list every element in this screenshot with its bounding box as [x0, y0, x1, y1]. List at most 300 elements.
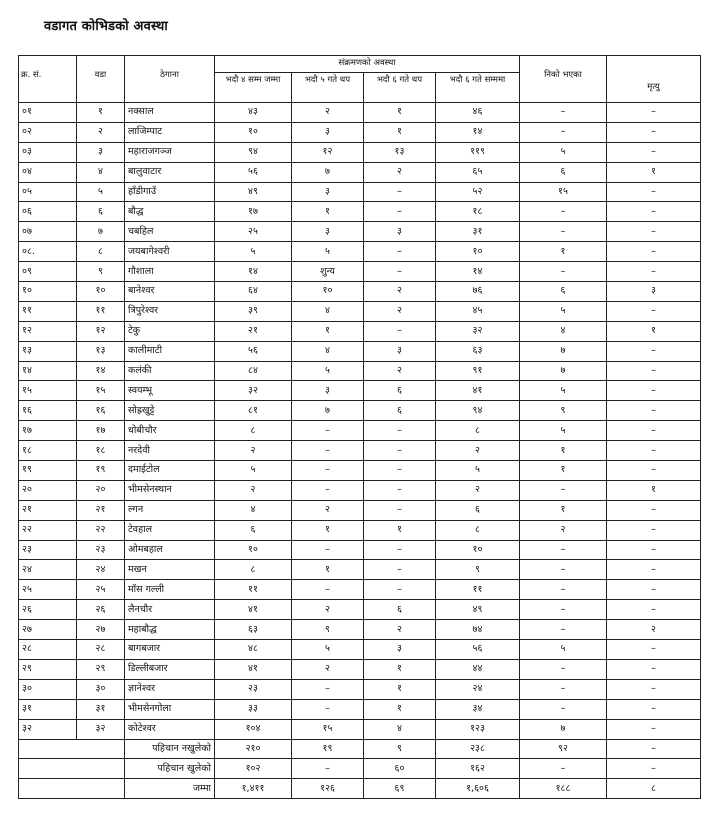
cell-place: लाजिम्पाट — [125, 122, 215, 142]
table-row — [19, 699, 701, 719]
cell-bhadau-6-cumulative: ७४ — [436, 620, 520, 640]
cell-place: महाराजगञ्ज — [125, 142, 215, 162]
cell-death: १ — [607, 480, 701, 500]
cell-sn: ०१ — [19, 103, 77, 123]
header-recovered: निको भएका — [520, 56, 607, 103]
cell-bhadau-6-cumulative: ४९ — [436, 600, 520, 620]
table-row — [19, 242, 701, 262]
cell-bhadau-6-cumulative: ७६ — [436, 282, 520, 302]
cell-recovered: – — [520, 103, 607, 123]
cell-bhadau-6-cumulative: १० — [436, 540, 520, 560]
cell-bhadau-5-added: ७ — [292, 162, 364, 182]
cell-ward: ७ — [77, 222, 125, 242]
cell-bhadau-4-total: ४ — [215, 500, 292, 520]
cell-place: ल्गन — [125, 500, 215, 520]
summary-unidentified-row — [19, 739, 701, 759]
cell-sn: १९ — [19, 461, 77, 481]
cell-bhadau-6-added: – — [364, 540, 436, 560]
cell-ward: १५ — [77, 381, 125, 401]
cell-bhadau-4-total: ११ — [215, 580, 292, 600]
cell-death: – — [607, 580, 701, 600]
cell-bhadau-6-cumulative: ३१ — [436, 222, 520, 242]
cell-ward: २६ — [77, 600, 125, 620]
cell-recovered: १५ — [520, 182, 607, 202]
cell-death: – — [607, 361, 701, 381]
summary-label: पहिचान खुलेको — [125, 759, 215, 779]
cell-ward: १० — [77, 282, 125, 302]
cell-bhadau-6-cumulative: ९४ — [436, 401, 520, 421]
cell-bhadau-6-cumulative: ३२ — [436, 321, 520, 341]
summary-blank-cell — [19, 759, 125, 779]
cell-bhadau-5-added: – — [292, 699, 364, 719]
cell-place: त्रिपुरेश्वर — [125, 301, 215, 321]
cell-bhadau-5-added: ९ — [292, 620, 364, 640]
cell-sn: १५ — [19, 381, 77, 401]
cell-recovered: ५ — [520, 640, 607, 660]
cell-ward: २७ — [77, 620, 125, 640]
cell-bhadau-6-added: १ — [364, 520, 436, 540]
cell-death: ८ — [607, 779, 701, 799]
table-row — [19, 520, 701, 540]
cell-bhadau-4-total: १०२ — [215, 759, 292, 779]
cell-recovered: – — [520, 540, 607, 560]
cell-sn: ३० — [19, 679, 77, 699]
cell-bhadau-4-total: ९४ — [215, 142, 292, 162]
cell-bhadau-5-added: ४ — [292, 341, 364, 361]
cell-sn: ०७ — [19, 222, 77, 242]
cell-bhadau-5-added: – — [292, 679, 364, 699]
cell-bhadau-5-added: १ — [292, 560, 364, 580]
cell-ward: ३१ — [77, 699, 125, 719]
cell-recovered: १८८ — [520, 779, 607, 799]
cell-death: – — [607, 202, 701, 222]
table-row — [19, 341, 701, 361]
cell-bhadau-6-added: २ — [364, 301, 436, 321]
table-row — [19, 620, 701, 640]
cell-bhadau-6-added: – — [364, 480, 436, 500]
table-row — [19, 540, 701, 560]
cell-sn: १७ — [19, 421, 77, 441]
cell-ward: २५ — [77, 580, 125, 600]
cell-bhadau-6-cumulative: ५२ — [436, 182, 520, 202]
cell-bhadau-5-added: १ — [292, 520, 364, 540]
cell-death: – — [607, 540, 701, 560]
cell-sn: २१ — [19, 500, 77, 520]
table-body — [19, 103, 701, 740]
cell-bhadau-5-added: १९ — [292, 739, 364, 759]
cell-recovered: १ — [520, 461, 607, 481]
table-row — [19, 301, 701, 321]
table-row — [19, 282, 701, 302]
cell-bhadau-4-total: ४३ — [215, 103, 292, 123]
cell-ward: २४ — [77, 560, 125, 580]
table-row — [19, 401, 701, 421]
cell-bhadau-6-cumulative: १२३ — [436, 719, 520, 739]
summary-identified-row — [19, 759, 701, 779]
cell-ward: २ — [77, 122, 125, 142]
cell-recovered: – — [520, 620, 607, 640]
cell-ward: १४ — [77, 361, 125, 381]
summary-label: पहिचान नखुलेको — [125, 739, 215, 759]
cell-bhadau-6-added: – — [364, 500, 436, 520]
cell-ward: ३२ — [77, 719, 125, 739]
cell-bhadau-5-added: – — [292, 480, 364, 500]
cell-death: – — [607, 520, 701, 540]
cell-bhadau-4-total: ४९ — [215, 182, 292, 202]
table-row — [19, 719, 701, 739]
cell-bhadau-4-total: ३९ — [215, 301, 292, 321]
header-ward: वडा — [77, 56, 125, 103]
cell-ward: १८ — [77, 441, 125, 461]
table-row — [19, 679, 701, 699]
cell-bhadau-5-added: १२६ — [292, 779, 364, 799]
cell-bhadau-6-added: – — [364, 441, 436, 461]
table-row — [19, 361, 701, 381]
cell-sn: २५ — [19, 580, 77, 600]
cell-recovered: – — [520, 759, 607, 779]
cell-bhadau-6-cumulative: १६२ — [436, 759, 520, 779]
cell-bhadau-5-added: १२ — [292, 142, 364, 162]
cell-death: – — [607, 441, 701, 461]
cell-death: – — [607, 461, 701, 481]
cell-recovered: – — [520, 659, 607, 679]
cell-bhadau-4-total: ५६ — [215, 341, 292, 361]
cell-recovered: ७ — [520, 719, 607, 739]
cell-recovered: – — [520, 580, 607, 600]
cell-bhadau-5-added: ३ — [292, 222, 364, 242]
cell-sn: २८ — [19, 640, 77, 660]
cell-bhadau-6-added: ६ — [364, 600, 436, 620]
cell-bhadau-6-cumulative: ४६ — [436, 103, 520, 123]
cell-bhadau-4-total: २ — [215, 441, 292, 461]
cell-death: – — [607, 401, 701, 421]
cell-bhadau-6-cumulative: ८ — [436, 421, 520, 441]
cell-bhadau-6-added: ६ — [364, 381, 436, 401]
cell-recovered: ५ — [520, 301, 607, 321]
cell-bhadau-6-added: ३ — [364, 640, 436, 660]
cell-bhadau-6-cumulative: ४४ — [436, 659, 520, 679]
cell-bhadau-6-cumulative: १८ — [436, 202, 520, 222]
cell-bhadau-4-total: ५६ — [215, 162, 292, 182]
cell-place: जयबागेश्वरी — [125, 242, 215, 262]
cell-bhadau-6-cumulative: २४ — [436, 679, 520, 699]
header-bhadau-4-total: भदौ ४ सम्म जम्मा — [215, 73, 292, 103]
cell-place: गौशाला — [125, 262, 215, 282]
cell-place: दमाईटोल — [125, 461, 215, 481]
table-row — [19, 421, 701, 441]
document-title: वडागत कोभिडको अवस्था — [44, 19, 168, 34]
cell-sn: ०९ — [19, 262, 77, 282]
cell-bhadau-6-cumulative: ५ — [436, 461, 520, 481]
cell-death: – — [607, 421, 701, 441]
cell-bhadau-5-added: २ — [292, 103, 364, 123]
cell-recovered: ६ — [520, 282, 607, 302]
cell-death: – — [607, 600, 701, 620]
cell-sn: २२ — [19, 520, 77, 540]
cell-bhadau-4-total: ४८ — [215, 640, 292, 660]
cell-death: – — [607, 500, 701, 520]
cell-bhadau-6-added: ६९ — [364, 779, 436, 799]
cell-bhadau-5-added: ७ — [292, 401, 364, 421]
cell-sn: ०८. — [19, 242, 77, 262]
cell-recovered: ४ — [520, 321, 607, 341]
cell-bhadau-5-added: – — [292, 441, 364, 461]
cell-ward: १३ — [77, 341, 125, 361]
cell-sn: २० — [19, 480, 77, 500]
cell-sn: ०३ — [19, 142, 77, 162]
cell-bhadau-4-total: १० — [215, 122, 292, 142]
cell-place: मखन — [125, 560, 215, 580]
cell-bhadau-4-total: ३३ — [215, 699, 292, 719]
cell-bhadau-4-total: २ — [215, 480, 292, 500]
cell-ward: २२ — [77, 520, 125, 540]
cell-place: नरदेवी — [125, 441, 215, 461]
cell-recovered: ५ — [520, 421, 607, 441]
cell-sn: ३२ — [19, 719, 77, 739]
cell-recovered: – — [520, 679, 607, 699]
header-death: मृत्यु — [607, 56, 701, 103]
cell-sn: १६ — [19, 401, 77, 421]
cell-bhadau-6-added: १ — [364, 122, 436, 142]
cell-ward: ३ — [77, 142, 125, 162]
cell-bhadau-5-added: १ — [292, 202, 364, 222]
cell-bhadau-6-cumulative: ५६ — [436, 640, 520, 660]
cell-ward: २३ — [77, 540, 125, 560]
cell-bhadau-6-cumulative: ११९ — [436, 142, 520, 162]
cell-place: मॉस गल्ली — [125, 580, 215, 600]
cell-bhadau-6-cumulative: २ — [436, 441, 520, 461]
cell-bhadau-4-total: ८४ — [215, 361, 292, 381]
cell-ward: १६ — [77, 401, 125, 421]
cell-bhadau-4-total: १० — [215, 540, 292, 560]
cell-recovered: ९२ — [520, 739, 607, 759]
cell-bhadau-5-added: ५ — [292, 361, 364, 381]
cell-sn: ०५ — [19, 182, 77, 202]
table-row — [19, 182, 701, 202]
cell-bhadau-4-total: २१ — [215, 321, 292, 341]
cell-death: – — [607, 739, 701, 759]
cell-bhadau-6-added: ९ — [364, 739, 436, 759]
cell-death: – — [607, 699, 701, 719]
cell-bhadau-4-total: ४१ — [215, 659, 292, 679]
ward-covid-table — [18, 55, 701, 799]
cell-ward: २८ — [77, 640, 125, 660]
cell-bhadau-5-added: – — [292, 759, 364, 779]
cell-bhadau-4-total: ३२ — [215, 381, 292, 401]
summary-blank-cell — [19, 739, 125, 759]
cell-sn: ०२ — [19, 122, 77, 142]
table-row — [19, 381, 701, 401]
cell-sn: १० — [19, 282, 77, 302]
cell-sn: १३ — [19, 341, 77, 361]
summary-label: जम्मा — [125, 779, 215, 799]
table-row — [19, 480, 701, 500]
cell-sn: २३ — [19, 540, 77, 560]
cell-bhadau-4-total: ८१ — [215, 401, 292, 421]
table-row — [19, 202, 701, 222]
cell-place: टेवहाल — [125, 520, 215, 540]
cell-ward: ४ — [77, 162, 125, 182]
table-row — [19, 262, 701, 282]
cell-place: ज्ञानेश्वर — [125, 679, 215, 699]
cell-bhadau-6-added: – — [364, 560, 436, 580]
cell-sn: १४ — [19, 361, 77, 381]
cell-ward: ९ — [77, 262, 125, 282]
table-summary — [19, 739, 701, 799]
cell-bhadau-6-added: ६० — [364, 759, 436, 779]
cell-bhadau-6-cumulative: ९ — [436, 560, 520, 580]
cell-place: धोबीचौर — [125, 421, 215, 441]
cell-bhadau-5-added: – — [292, 540, 364, 560]
cell-bhadau-4-total: ८ — [215, 560, 292, 580]
summary-blank-cell — [19, 779, 125, 799]
cell-bhadau-4-total: ६४ — [215, 282, 292, 302]
cell-bhadau-4-total: १,४११ — [215, 779, 292, 799]
cell-bhadau-6-added: ३ — [364, 341, 436, 361]
cell-death: ३ — [607, 282, 701, 302]
cell-ward: ३० — [77, 679, 125, 699]
cell-bhadau-5-added: – — [292, 461, 364, 481]
cell-recovered: ९ — [520, 401, 607, 421]
table-row — [19, 142, 701, 162]
cell-death: – — [607, 103, 701, 123]
table-row — [19, 222, 701, 242]
cell-bhadau-6-added: १ — [364, 103, 436, 123]
cell-death: – — [607, 659, 701, 679]
cell-bhadau-5-added: ४ — [292, 301, 364, 321]
cell-death: – — [607, 640, 701, 660]
cell-bhadau-5-added: २ — [292, 500, 364, 520]
cell-recovered: – — [520, 560, 607, 580]
cell-ward: ५ — [77, 182, 125, 202]
cell-place: बालुवाटार — [125, 162, 215, 182]
cell-death: – — [607, 262, 701, 282]
table-row — [19, 500, 701, 520]
header-bhadau-5-added: भदौ ५ गते थप — [292, 73, 364, 103]
cell-recovered: ६ — [520, 162, 607, 182]
cell-bhadau-6-cumulative: ६ — [436, 500, 520, 520]
cell-bhadau-6-added: – — [364, 461, 436, 481]
cell-bhadau-6-cumulative: ११ — [436, 580, 520, 600]
cell-place: कलंकी — [125, 361, 215, 381]
table-row — [19, 580, 701, 600]
cell-place: चबहिल — [125, 222, 215, 242]
header-sn: क्र. सं. — [19, 56, 77, 103]
cell-place: महाबौद्ध — [125, 620, 215, 640]
cell-recovered: १ — [520, 242, 607, 262]
cell-place: भीमसेनस्थान — [125, 480, 215, 500]
cell-ward: २१ — [77, 500, 125, 520]
cell-recovered: – — [520, 122, 607, 142]
table-row — [19, 659, 701, 679]
cell-place: बागबजार — [125, 640, 215, 660]
cell-place: कोटेश्वर — [125, 719, 215, 739]
header-infection-status: संक्रमणको अवस्था — [215, 56, 520, 73]
cell-bhadau-6-cumulative: ३४ — [436, 699, 520, 719]
cell-bhadau-6-cumulative: २ — [436, 480, 520, 500]
cell-death: – — [607, 122, 701, 142]
cell-bhadau-6-cumulative: ४१ — [436, 381, 520, 401]
cell-ward: २० — [77, 480, 125, 500]
cell-bhadau-4-total: ६३ — [215, 620, 292, 640]
cell-ward: १९ — [77, 461, 125, 481]
cell-bhadau-6-added: २ — [364, 282, 436, 302]
cell-place: हाँडीगाउँ — [125, 182, 215, 202]
cell-bhadau-5-added: ५ — [292, 640, 364, 660]
cell-bhadau-6-added: – — [364, 242, 436, 262]
cell-bhadau-6-cumulative: ६३ — [436, 341, 520, 361]
cell-place: नक्साल — [125, 103, 215, 123]
table-row — [19, 441, 701, 461]
cell-bhadau-6-added: १ — [364, 659, 436, 679]
cell-bhadau-5-added: ५ — [292, 242, 364, 262]
cell-bhadau-5-added: ३ — [292, 122, 364, 142]
cell-bhadau-5-added: १ — [292, 321, 364, 341]
cell-bhadau-6-cumulative: ६५ — [436, 162, 520, 182]
table-row — [19, 103, 701, 123]
cell-ward: १२ — [77, 321, 125, 341]
cell-recovered: २ — [520, 520, 607, 540]
cell-bhadau-5-added: १० — [292, 282, 364, 302]
cell-place: लैनचौर — [125, 600, 215, 620]
cell-death: २ — [607, 620, 701, 640]
cell-place: स्वयम्भू — [125, 381, 215, 401]
cell-death: १ — [607, 162, 701, 182]
cell-recovered: – — [520, 222, 607, 242]
cell-recovered: ७ — [520, 341, 607, 361]
cell-place: भीमसेनगोला — [125, 699, 215, 719]
cell-sn: ३१ — [19, 699, 77, 719]
cell-recovered: १ — [520, 441, 607, 461]
cell-bhadau-4-total: ६ — [215, 520, 292, 540]
cell-recovered: १ — [520, 500, 607, 520]
cell-bhadau-5-added: ३ — [292, 381, 364, 401]
cell-place: डिल्लीबजार — [125, 659, 215, 679]
cell-bhadau-4-total: ८ — [215, 421, 292, 441]
cell-death: – — [607, 341, 701, 361]
cell-bhadau-6-added: – — [364, 182, 436, 202]
cell-death: – — [607, 759, 701, 779]
cell-bhadau-6-added: – — [364, 262, 436, 282]
cell-sn: ०४ — [19, 162, 77, 182]
cell-sn: २७ — [19, 620, 77, 640]
table-row — [19, 162, 701, 182]
cell-bhadau-6-added: – — [364, 580, 436, 600]
cell-sn: ०६ — [19, 202, 77, 222]
header-bhadau-6-cumulative: भदौ ६ गते सम्ममा — [436, 73, 520, 103]
cell-ward: २९ — [77, 659, 125, 679]
cell-bhadau-4-total: २३ — [215, 679, 292, 699]
table-row — [19, 461, 701, 481]
cell-recovered: – — [520, 600, 607, 620]
cell-sn: २४ — [19, 560, 77, 580]
cell-ward: ६ — [77, 202, 125, 222]
cell-bhadau-6-added: ६ — [364, 401, 436, 421]
cell-ward: १७ — [77, 421, 125, 441]
cell-bhadau-6-cumulative: ८ — [436, 520, 520, 540]
cell-bhadau-6-added: २ — [364, 361, 436, 381]
cell-bhadau-6-cumulative: १० — [436, 242, 520, 262]
cell-bhadau-6-added: २ — [364, 162, 436, 182]
table-row — [19, 321, 701, 341]
header-place: ठेगाना — [125, 56, 215, 103]
cell-sn: ११ — [19, 301, 77, 321]
cell-bhadau-6-added: ३ — [364, 222, 436, 242]
cell-place: बानेश्वर — [125, 282, 215, 302]
cell-bhadau-6-added: १३ — [364, 142, 436, 162]
table-row — [19, 122, 701, 142]
cell-bhadau-5-added: – — [292, 580, 364, 600]
